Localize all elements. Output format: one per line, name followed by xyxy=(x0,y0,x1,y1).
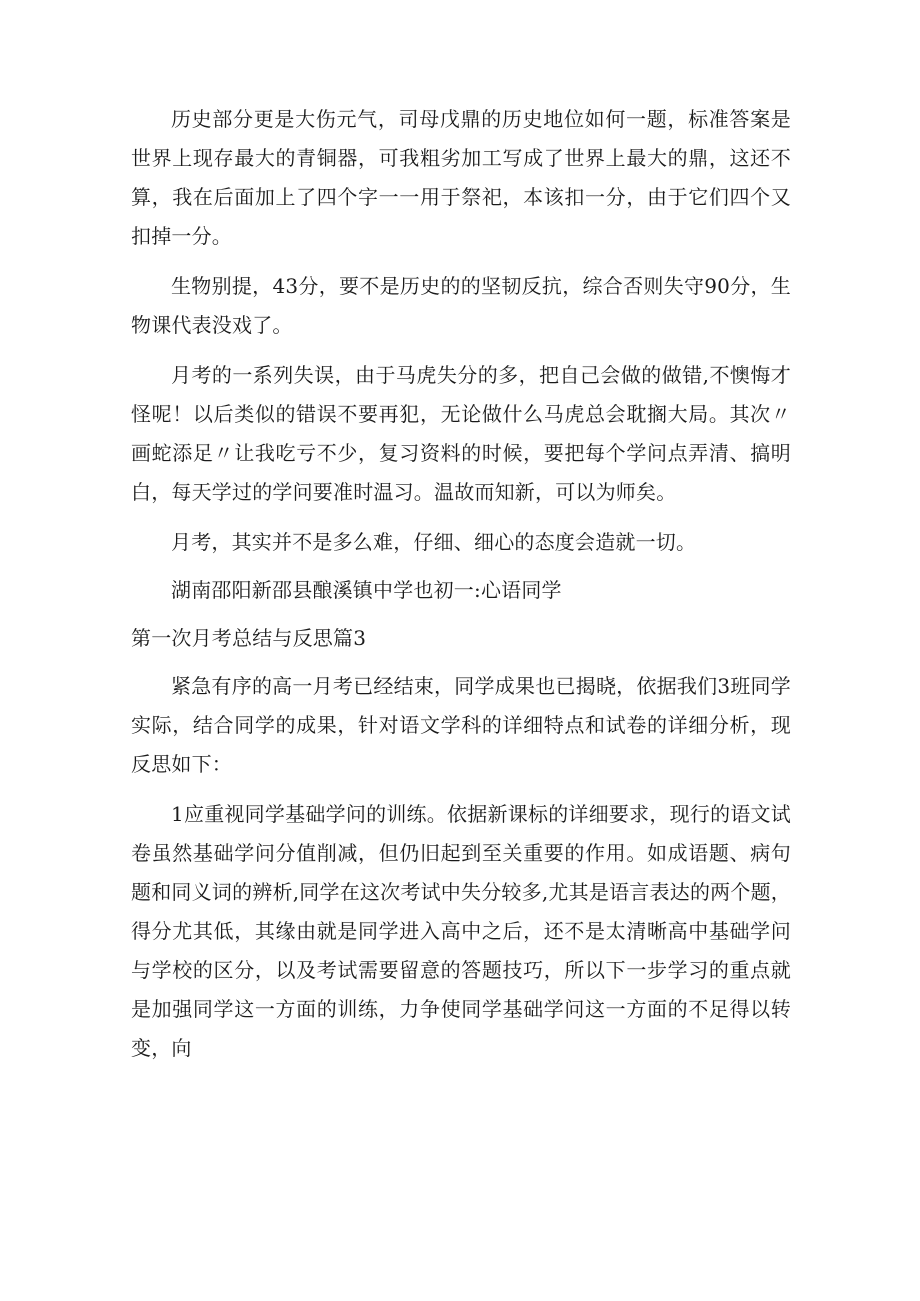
section-heading: 第一次月考总结与反思篇3 xyxy=(131,626,367,650)
paragraph-attitude: 月考，其实并不是多么难，仔细、细心的态度会造就一切。 xyxy=(171,530,697,554)
paragraph-biology-score: 生物别提，43分，要不是历史的的坚韧反抗，综合否则失守90分，生物课代表没戏了。 xyxy=(131,274,791,337)
paragraph-mistakes-reflection: 月考的一系列失误，由于马虎失分的多，把自己会做的做错,不懊悔才怪呢！以后类似的错误不要再犯，无论做什么马虎总会耽搁大局。其次〃画蛇添足〃让我吃亏不少，复习资料的时候，要把每个学问点弄清、搞明白，每天学过的学问要准时温习。温故而知新，可以为师矣。 xyxy=(131,363,791,504)
paragraph-author-signature: 湖南邵阳新邵县酿溪镇中学也初一:心语同学 xyxy=(171,578,562,602)
paragraph-basic-knowledge: 1应重视同学基础学问的训练。依据新课标的详细要求，现行的语文试卷虽然基础学问分值削减，但仍旧起到至关重要的作用。如成语题、病句题和同义词的辨析,同学在这次考试中失分较多,尤其是语言表达的两个题，得分尤其低，其缘由就是同学进入高中之后，还不是太清晰高中基础学问与学校的区分，以及考试需要留意的答题技巧，所以下一步学习的重点就是加强同学这一方面的训练，力争使同学基础学问这一方面的不足得以转变，向 xyxy=(131,802,791,1060)
paragraph-history-section: 历史部分更是大伤元气，司母戊鼎的历史地位如何一题，标准答案是世界上现存最大的青铜器，可我粗劣加工写成了世界上最大的鼎，这还不算，我在后面加上了四个字一一用于祭祀，本该扣一分，由于它们四个又扣掉一分。 xyxy=(131,107,791,248)
paragraph-exam-intro: 紧急有序的高一月考已经结束，同学成果也已揭晓，依据我们3班同学实际，结合同学的成果，针对语文学科的详细特点和试卷的详细分析，现反思如下： xyxy=(131,674,791,776)
document-page xyxy=(131,100,791,1068)
